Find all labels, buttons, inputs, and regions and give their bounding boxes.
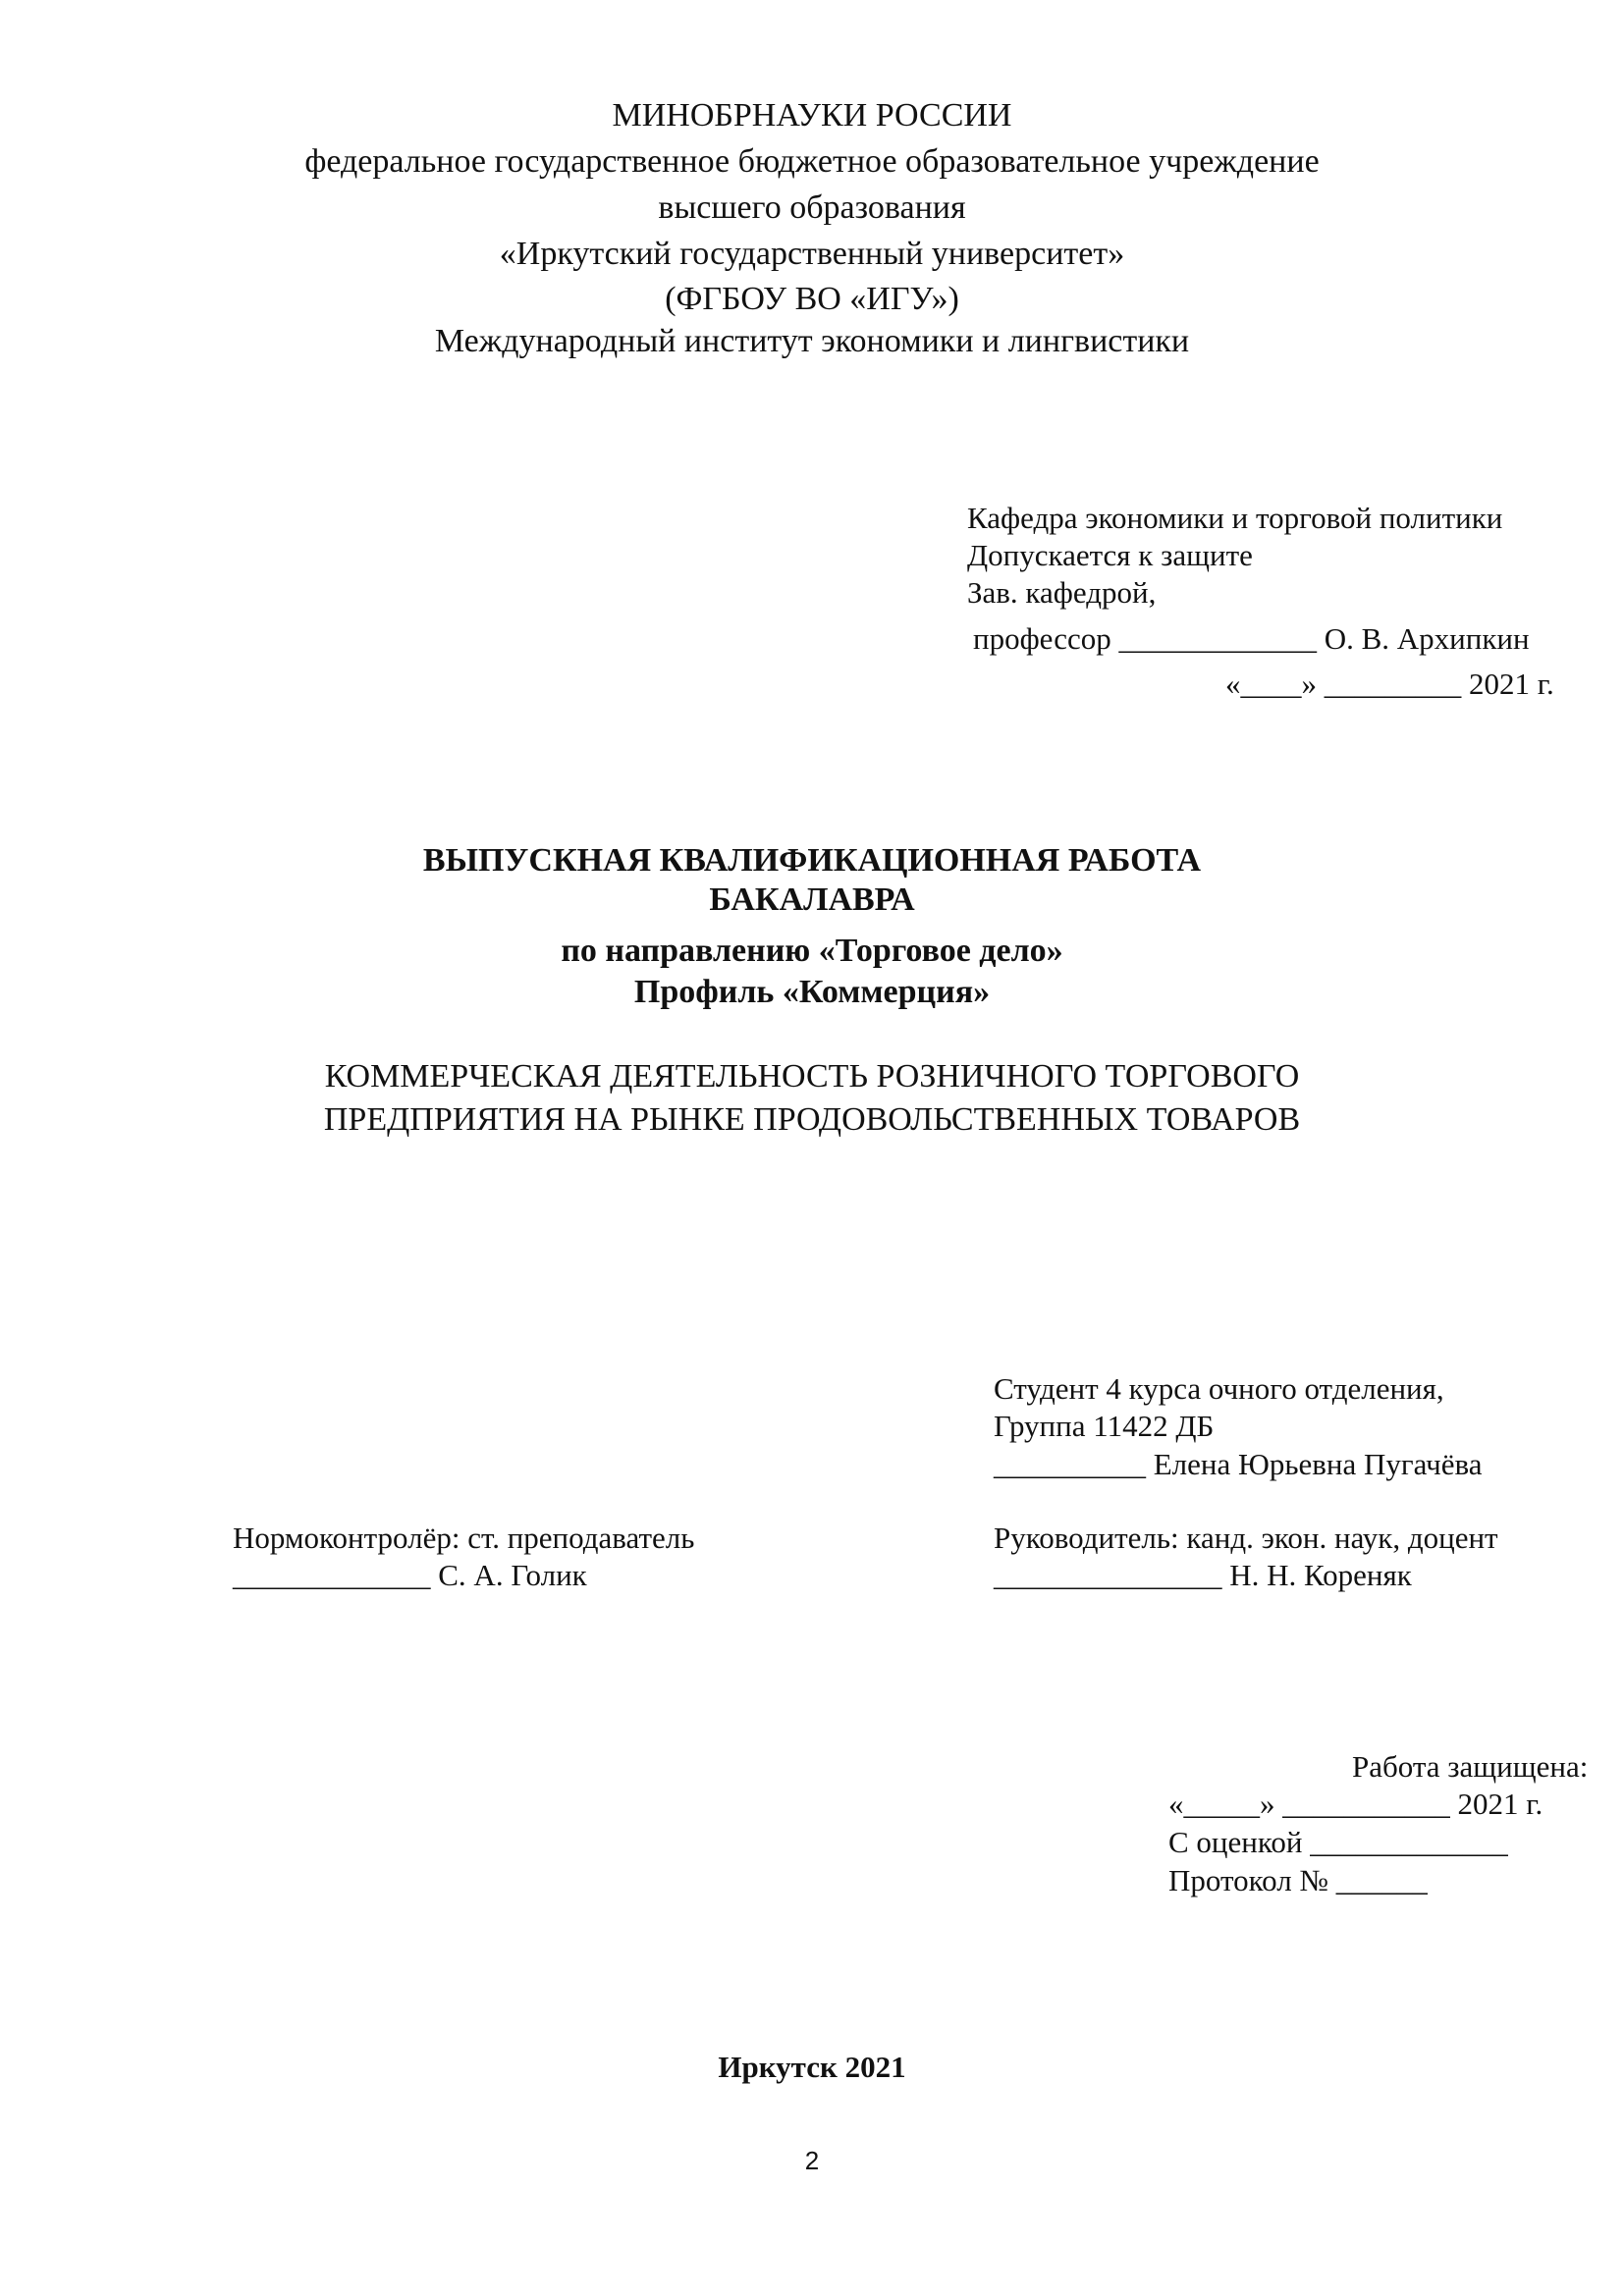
institution-type-line2: высшего образования	[658, 189, 966, 226]
defense-protocol-line: Протокол № ______	[1168, 1863, 1428, 1897]
admitted-to-defense: Допускается к защите	[967, 538, 1253, 572]
work-topic-line2: ПРЕДПРИЯТИЯ НА РЫНКЕ ПРОДОВОЛЬСТВЕННЫХ ТОВАРОВ	[323, 1101, 1301, 1138]
student-signature-line: __________ Елена Юрьевна Пугачёва	[994, 1447, 1483, 1481]
approval-date-line: «____» _________ 2021 г.	[1225, 667, 1554, 701]
university-name: «Иркутский государственный университет»	[499, 236, 1125, 272]
work-profile: Профиль «Коммерция»	[633, 974, 991, 1010]
head-of-department: Зав. кафедрой,	[967, 575, 1157, 610]
work-title-line2: БАКАЛАВРА	[709, 881, 915, 918]
institute-name: Международный институт экономики и лингвистики	[434, 323, 1190, 359]
ministry-name: МИНОБРНАУКИ РОССИИ	[612, 97, 1012, 133]
student-course: Студент 4 курса очного отделения,	[994, 1371, 1444, 1406]
page-number: 2	[804, 2146, 820, 2175]
work-title-line1: ВЫПУСКНАЯ КВАЛИФИКАЦИОННАЯ РАБОТА	[422, 842, 1202, 879]
supervisor-signature-line: _______________ Н. Н. Кореняк	[994, 1558, 1412, 1592]
university-abbreviation: (ФГБОУ ВО «ИГУ»)	[665, 281, 959, 317]
head-signature-line: профессор _____________ О. В. Архипкин	[973, 621, 1530, 656]
department-name: Кафедра экономики и торговой политики	[967, 501, 1503, 535]
normcontrol-role: Нормоконтролёр: ст. преподаватель	[233, 1521, 695, 1555]
normcontrol-signature-line: _____________ С. А. Голик	[233, 1558, 587, 1592]
institution-type-line1: федеральное государственное бюджетное образовательное учреждение	[304, 143, 1320, 180]
city-year: Иркутск 2021	[718, 2050, 906, 2084]
supervisor-role: Руководитель: канд. экон. наук, доцент	[994, 1521, 1498, 1555]
work-direction: по направлению «Торговое дело»	[561, 933, 1063, 969]
student-group: Группа 11422 ДБ	[994, 1409, 1215, 1443]
defense-date-line: «_____» ___________ 2021 г.	[1168, 1787, 1543, 1821]
work-topic-line1: КОММЕРЧЕСКАЯ ДЕЯТЕЛЬНОСТЬ РОЗНИЧНОГО ТОРГОВОГО	[324, 1058, 1300, 1095]
defense-title: Работа защищена:	[1352, 1749, 1589, 1784]
defense-grade-line: С оценкой _____________	[1168, 1825, 1508, 1859]
